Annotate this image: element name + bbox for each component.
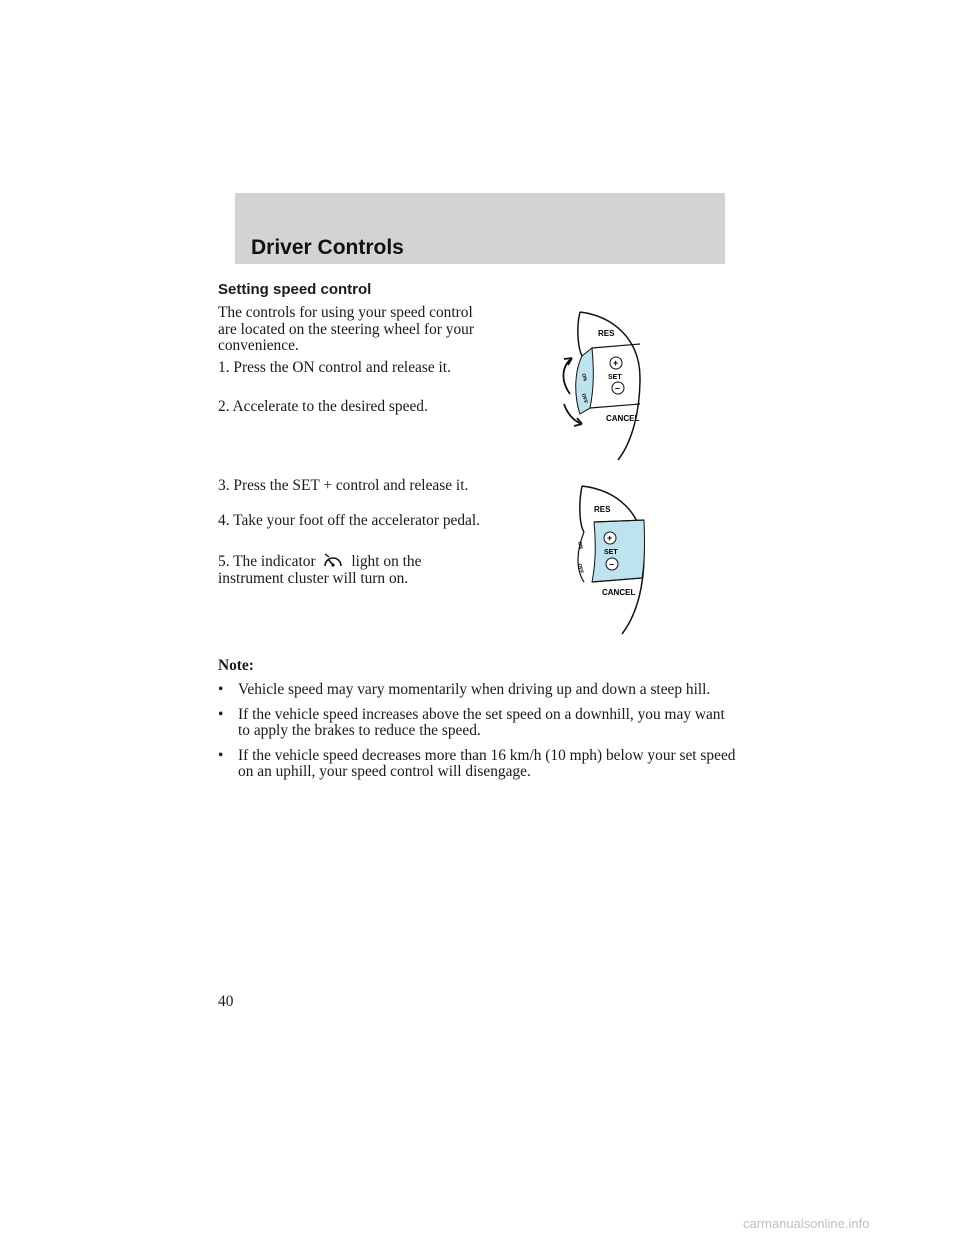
section-title: Driver Controls bbox=[251, 236, 404, 259]
bullet-icon: • bbox=[218, 705, 224, 723]
page-number: 40 bbox=[218, 993, 234, 1010]
note-label: Note: bbox=[218, 657, 254, 674]
note-list bbox=[218, 682, 738, 789]
note-item: • If the vehicle speed decreases more than 16 km/h (10 mph) below your set speed on an uphill, your speed control will disengage. bbox=[218, 746, 736, 780]
speed-control-indicator-icon bbox=[321, 553, 345, 569]
off-label: OFF bbox=[580, 392, 589, 405]
minus-label: – bbox=[615, 383, 621, 393]
header-band bbox=[235, 193, 725, 264]
step-5-text-after: light on the instrument cluster will turn on. bbox=[218, 553, 422, 587]
set-label: SET bbox=[608, 374, 622, 381]
res-label-2: RES bbox=[594, 505, 611, 514]
cancel-label-2: CANCEL bbox=[602, 588, 636, 597]
step-4: 4. Take your foot off the accelerator pedal. bbox=[218, 512, 481, 529]
plus-label: + bbox=[613, 358, 619, 368]
on-label-2: ON bbox=[576, 540, 584, 550]
intro-paragraph: The controls for using your speed control are located on the steering wheel for your convenience. bbox=[218, 304, 474, 354]
speed-control-switch-figure-on-off bbox=[552, 308, 662, 469]
cancel-label: CANCEL bbox=[606, 414, 640, 423]
step-5 bbox=[218, 553, 483, 587]
footer-watermark[interactable]: carmanualsonline.info bbox=[743, 1216, 870, 1231]
set-button-highlight bbox=[592, 520, 645, 582]
on-label: ON bbox=[580, 372, 588, 382]
bullet-icon: • bbox=[218, 746, 224, 764]
off-label-2: OFF bbox=[576, 562, 585, 575]
section-heading: Setting speed control bbox=[218, 281, 372, 298]
bullet-icon: • bbox=[218, 681, 224, 698]
plus-label-2: + bbox=[607, 533, 613, 543]
minus-label-2: – bbox=[609, 559, 615, 569]
step-2: 2. Accelerate to the desired speed. bbox=[218, 398, 428, 415]
note-item: • If the vehicle speed increases above the set speed on a downhill, you may want to apply the brakes to reduce the speed. bbox=[218, 705, 725, 739]
res-label: RES bbox=[598, 329, 615, 338]
note-item: • Vehicle speed may vary momentarily when driving up and down a steep hill. bbox=[218, 681, 711, 698]
speed-control-switch-figure-set bbox=[562, 482, 666, 641]
set-label-2: SET bbox=[604, 549, 618, 556]
step-5-text-before: 5. The indicator bbox=[218, 553, 316, 570]
step-3: 3. Press the SET + control and release it. bbox=[218, 477, 469, 494]
step-1: 1. Press the ON control and release it. bbox=[218, 359, 451, 376]
